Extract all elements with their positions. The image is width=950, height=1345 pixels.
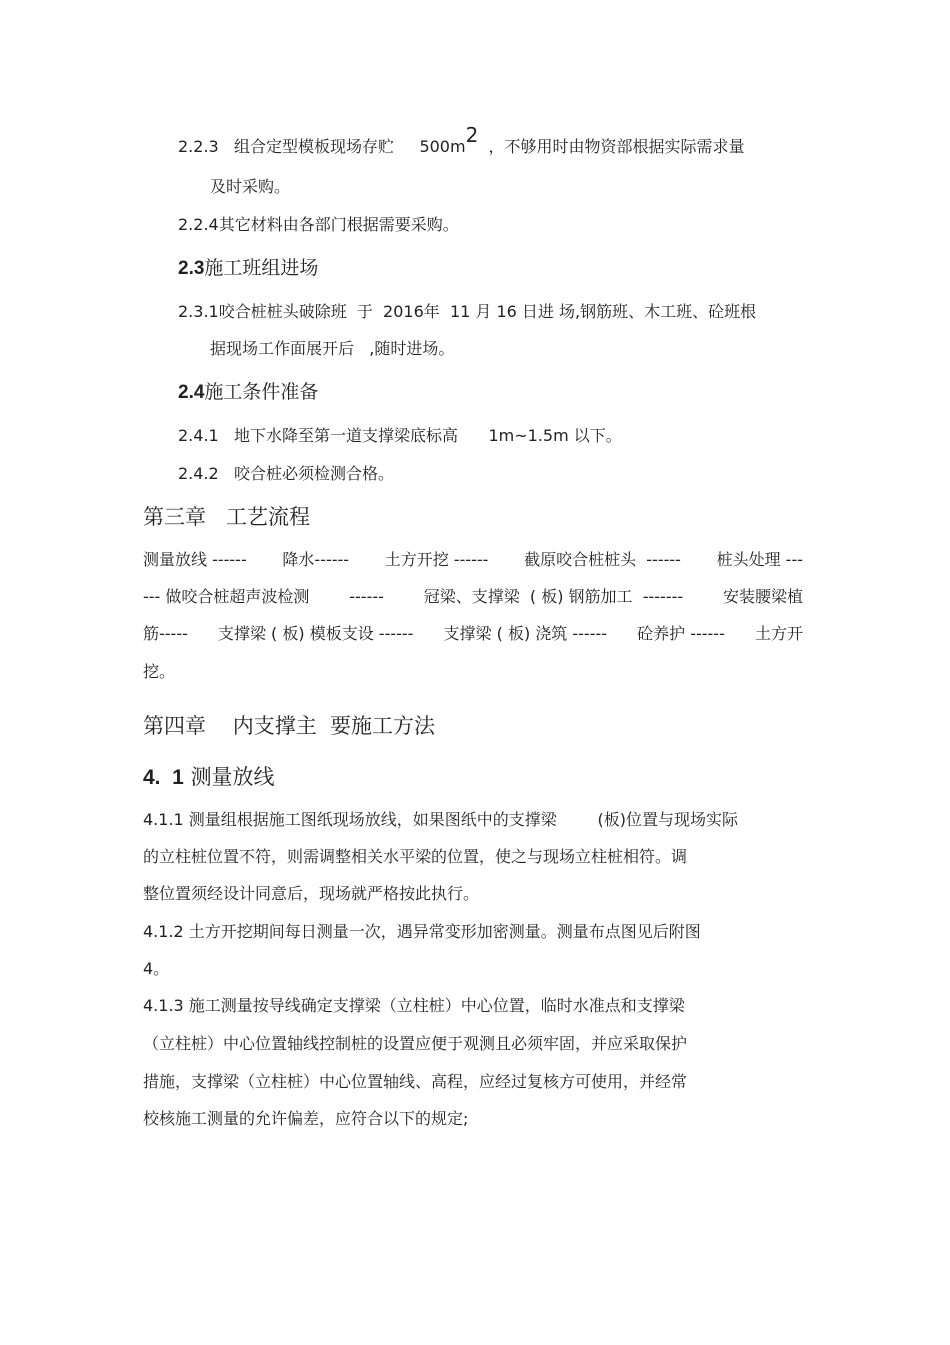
flow-step: 筋----- (143, 624, 188, 643)
flow-line-4: 挖。 (143, 662, 176, 681)
superscript: 2 (465, 123, 479, 147)
flow-step: 冠梁、支撑梁 ( 板) 钢筋加工 ------- (423, 587, 684, 606)
chapter-3-title: 第三章 工艺流程 (143, 505, 311, 529)
flow-step: 测量放线 ------ (143, 550, 247, 569)
para-4-1-3-line3: 措施，支撑梁（立柱桩）中心位置轴线、高程，应经过复核方可使用，并经常 (143, 1072, 688, 1091)
chapter-4-title: 第四章 内支撑主 要施工方法 (143, 714, 436, 738)
para-4-1-2-line2: 4。 (143, 959, 170, 978)
para-4-1-1-line3: 整位置须经设计同意后，现场就严格按此执行。 (143, 884, 480, 903)
flow-line-2 (143, 586, 803, 608)
flow-step: 土方开 (754, 624, 803, 643)
flow-step: 砼养护 ------ (637, 624, 725, 643)
flow-step: 桩头处理 --- (716, 550, 803, 569)
flow-step: ------ (349, 587, 384, 606)
para-2-2-4: 2.2.4其它材料由各部门根据需要采购。 (178, 215, 459, 234)
flow-step: 安装腰梁植 (722, 587, 803, 606)
section-number: 2.2.3 (178, 137, 219, 156)
para-text: 组合定型模板现场存贮 (233, 137, 394, 156)
flow-step: 支撑梁 ( 板) 浇筑 ------ (443, 624, 608, 643)
flow-step: --- 做咬合桩超声波检测 (143, 587, 310, 606)
para-2-2-3-line2: 及时采购。 (210, 177, 291, 196)
para-2-4-1: 2.4.1 地下水降至第一道支撑梁底标高 1m~1.5m 以下。 (178, 426, 622, 445)
heading-title: 施工班组进场 (204, 257, 319, 279)
para-2-4-2: 2.4.2 咬合桩必须检测合格。 (178, 464, 394, 483)
heading-title: 测量放线 (190, 765, 275, 789)
flow-line-1 (143, 549, 803, 571)
para-4-1-3-line4: 校核施工测量的允许偏差，应符合以下的规定; (143, 1109, 469, 1128)
heading-2-4 (178, 379, 318, 406)
heading-title: 施工条件准备 (204, 381, 319, 403)
flow-step: 降水------ (282, 550, 350, 569)
flow-step: 截原咬合桩桩头 ------ (524, 550, 681, 569)
flow-step: 支撑梁 ( 板) 模板支设 ------ (217, 624, 414, 643)
heading-2-3 (178, 255, 318, 282)
flow-step: 土方开挖 ------ (384, 550, 489, 569)
para-2-3-1-line1: 2.3.1咬合桩桩头破除班 于 2016年 11 月 16 日进 场,钢筋班、木工班、砼班根 (178, 302, 757, 321)
para-4-1-3-line2: （立柱桩）中心位置轴线控制桩的设置应便于观测且必须牢固，并应采取保护 (143, 1034, 688, 1053)
para-4-1-3-line1: 4.1.3 施工测量按导线确定支撑梁（立柱桩）中心位置，临时水准点和支撑梁 (143, 996, 685, 1015)
para-4-1-2-line1: 4.1.2 土方开挖期间每日测量一次，遇异常变形加密测量。测量布点图见后附图 (143, 922, 701, 941)
quantity: 500m (419, 137, 466, 156)
para-2-2-3-line1 (178, 123, 745, 158)
flow-line-3 (143, 623, 803, 645)
para-text: ，不够用时由物资部根据实际需求量 (488, 137, 745, 156)
heading-number: 2.3 (178, 258, 205, 279)
para-2-3-1-line2: 据现场工作面展开后 ,随时进场。 (210, 339, 455, 358)
para-4-1-1-line1: 4.1.1 测量组根据施工图纸现场放线，如果图纸中的支撑梁 (板)位置与现场实际 (143, 810, 738, 829)
para-4-1-1-line2: 的立柱桩位置不符，则需调整相关水平梁的位置，使之与现场立柱桩相符。调 (143, 847, 688, 866)
heading-4-1 (143, 763, 275, 792)
heading-number: 2.4 (178, 382, 205, 403)
heading-number: 4. 1 (143, 766, 184, 789)
